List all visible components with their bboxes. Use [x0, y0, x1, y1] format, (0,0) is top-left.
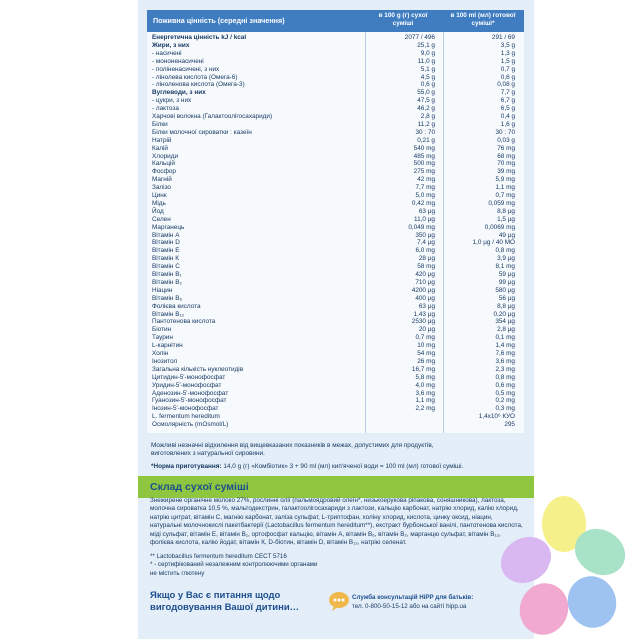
table-row — [147, 184, 524, 192]
value-100ml: 1,0 µg / 40 МО — [472, 239, 515, 247]
nutrient-name: Вітамін В₁₂ — [152, 310, 185, 318]
nutrient-name: Вітамін К — [152, 255, 179, 263]
table-row — [147, 121, 524, 129]
value-100g: 0,42 mg — [411, 199, 435, 207]
nutrient-name: - мононенасичені — [152, 57, 204, 65]
value-100ml: 1,3 g — [500, 49, 515, 57]
table-row — [147, 208, 524, 216]
footnote: ** Lactobacillus fermentum hereditum CECT 5716 — [150, 553, 287, 560]
table-row — [147, 137, 524, 145]
value-100ml: 1,4x10⁶ КУО — [478, 413, 515, 421]
prep-text: 14,0 g (г) «Комбіотик» 3 + 90 ml (мл) кип'яченої води = 100 ml (мл) готової суміші. — [223, 463, 464, 470]
table-row — [147, 239, 524, 247]
value-100ml: 1,5 g — [500, 57, 515, 65]
value-100ml: 0,7 mg — [495, 192, 515, 199]
value-100ml: 0,8 mg — [495, 247, 515, 255]
value-100ml: 0,0069 mg — [484, 223, 515, 231]
table-row — [147, 42, 524, 50]
value-100g: 58 mg — [417, 263, 435, 271]
value-100g: 11,0 g — [417, 57, 435, 65]
value-100ml: 0,08 g — [497, 81, 515, 89]
value-100g: 540 mg — [413, 144, 435, 152]
table-row — [147, 200, 524, 208]
speech-bubble-icon — [328, 591, 350, 611]
nutrient-name: Загальна кількість нуклеотидів — [152, 365, 244, 373]
value-100ml: 3,5 g — [500, 41, 515, 49]
value-100ml: 0,6 g — [500, 73, 515, 81]
footnote: * - сертифікований незалежним контролюючими органами — [150, 561, 318, 569]
nutrient-name: Харчові волокна (Галактоолігосахариди) — [152, 113, 273, 120]
value-100ml: 2,3 mg — [495, 365, 515, 373]
nutrient-name: Вітамін В₂ — [152, 278, 182, 286]
value-100ml: 3,9 µg — [497, 255, 515, 263]
nutrient-name: Ніацин — [152, 286, 173, 294]
nutrient-name: Фосфор — [152, 168, 176, 176]
nutrient-name: Гуанозин-5'-монофосфат — [152, 397, 227, 405]
table-row — [147, 382, 524, 390]
nutrient-name: Мідь — [152, 199, 166, 207]
product-panel — [138, 0, 534, 639]
value-100g: 20 µg — [418, 326, 435, 334]
value-100ml: 0,20 µg — [493, 310, 515, 318]
table-row — [147, 279, 524, 287]
nutrient-name: Натрій — [152, 136, 172, 144]
table-row — [147, 232, 524, 240]
value-100ml: 8,1 mg — [495, 263, 515, 271]
table-row — [147, 311, 524, 319]
value-100ml: 7,6 mg — [495, 350, 515, 357]
nutrient-name: Аденозин-5'-монофосфат — [152, 389, 229, 397]
nutrient-name: - насичені — [152, 49, 182, 57]
table-row — [147, 50, 524, 58]
table-row — [147, 287, 524, 295]
table-row — [147, 350, 524, 358]
value-100g: 5,8 mg — [415, 373, 435, 381]
nutrient-name: Селен — [152, 215, 171, 223]
composition-text: Знежирене органічне молоко 27%, рослинні олії (пальмоядровий олеїн*, низькоерукова ріпакова, соняшникова), лактоза, молочна сироватка 10,5 %, мальтодекстрин, галактоолігосахариди з лактози, кальцію карбонат, натрію хлорид, калію хлорид, натрію цитрат, вітамін С, магнію карбонат, заліза сульфат, L-триптофан, холіну хлорид, кислота, цинку оксид, ніацин, натуральні молочнокислі пакетбактерії (Lactobacillus fermentum hereditum**), екстракт бурбонської ванілі, пантотенова кислота, міді сульфат, вітамін Е, вітамін В₁, ортофосфат кальцію, вітамін А, вітамін В₆, вітамін В₂, марганцю сульфат, вітамін В₁₂, фолієва кислота, калію йодат, вітамін К, D-біотин, вітамін D, вітамін В₁₂, натрію селенат. — [150, 497, 523, 547]
value-100g: 5,1 g — [420, 65, 435, 73]
value-100g: 7,4 µg — [417, 239, 435, 247]
note-line: Можливі незначні відхилення від вищевказаних показників в межах, допустимих для продуктів, — [151, 442, 434, 449]
table-row — [147, 113, 524, 121]
value-100g: 63 µg — [418, 207, 435, 215]
value-100g: 9,0 g — [420, 49, 435, 57]
table-row — [147, 421, 524, 429]
value-100g: 275 mg — [413, 168, 435, 176]
value-100ml: 49 µg — [498, 231, 515, 239]
value-100g: 47,5 g — [417, 97, 435, 105]
table-row — [147, 153, 524, 161]
composition-footnotes — [150, 553, 318, 578]
table-row — [147, 342, 524, 350]
table-row — [147, 303, 524, 311]
value-100g: 28 µg — [418, 255, 435, 263]
note-line: виготовлених з натуральної сировини. — [151, 450, 265, 457]
table-row — [147, 366, 524, 374]
nutrient-name: - поліненасичені, з них — [152, 65, 220, 73]
value-100g: 3,6 mg — [415, 389, 435, 397]
value-100ml: 70 mg — [497, 160, 515, 168]
col-100g-header: в 100 g (г) сухої суміші — [378, 12, 428, 27]
value-100ml: 1,1 mg — [495, 184, 515, 192]
table-row — [147, 176, 524, 184]
table-row — [147, 105, 524, 113]
nutrient-name: Йод — [152, 207, 164, 215]
value-100ml: 30 : 70 — [495, 128, 515, 136]
nutrient-name: - цукри, з них — [152, 97, 192, 105]
value-100ml: 0,6 mg — [495, 381, 515, 389]
value-100ml: 7,7 g — [500, 89, 515, 97]
nutrient-name: Вуглеводи, з них — [152, 89, 206, 97]
value-100g: 1,1 mg — [415, 397, 435, 405]
nutrient-name: - ліноленова кислота (Омега-3) — [152, 81, 245, 89]
value-100g: 0,049 mg — [408, 223, 435, 231]
value-100g: 11,0 µg — [414, 215, 435, 223]
value-100ml: 56 µg — [498, 294, 515, 302]
table-row — [147, 255, 524, 263]
value-100g: 350 µg — [415, 231, 435, 239]
nutrient-name: Вітамін А — [152, 231, 180, 239]
preparation-norm — [151, 463, 521, 470]
value-100g: 500 mg — [413, 160, 435, 168]
table-row — [147, 295, 524, 303]
nutrient-name: Осмолярність (mOsmol/L) — [152, 421, 229, 429]
table-row — [147, 224, 524, 232]
table-row — [147, 271, 524, 279]
table-row — [147, 89, 524, 97]
col-name-header: Поживна цінність (середні значення) — [153, 16, 285, 25]
value-100g: 2530 µg — [411, 318, 435, 326]
value-100ml: 8,8 µg — [497, 207, 515, 215]
flower-logo-icon — [492, 494, 635, 639]
table-row — [147, 145, 524, 153]
value-100g: 55,0 g — [417, 89, 435, 97]
value-100g: 1,43 µg — [413, 310, 435, 318]
nutrient-name: - лактоза — [152, 105, 179, 113]
composition-title: Склад сухої суміші — [150, 481, 249, 493]
table-row — [147, 58, 524, 66]
value-100ml: 295 — [504, 421, 515, 429]
value-100g: 710 µg — [415, 278, 435, 286]
notes — [151, 442, 521, 458]
value-100ml: 0,5 mg — [495, 389, 515, 397]
value-100ml: 2,8 µg — [497, 326, 515, 334]
table-row — [147, 192, 524, 200]
value-100g: 26 mg — [417, 357, 435, 365]
table-row — [147, 247, 524, 255]
nutrient-name: Марганець — [152, 223, 185, 231]
nutrient-name: Біотин — [152, 326, 172, 334]
value-100ml: 0,03 g — [497, 136, 515, 144]
value-100g: 10 mg — [417, 342, 435, 350]
value-100ml: 5,9 mg — [495, 176, 515, 184]
table-row — [147, 358, 524, 366]
value-100g: 4,0 mg — [415, 381, 435, 389]
nutrient-name: Вітамін В₁ — [152, 271, 182, 278]
value-100g: 42 mg — [417, 176, 435, 184]
value-100g: 4,5 g — [420, 73, 435, 81]
table-row — [147, 334, 524, 342]
table-row — [147, 413, 524, 421]
value-100g: 11,2 g — [417, 120, 435, 128]
value-100ml: 0,1 mg — [495, 334, 515, 342]
value-100ml: 76 mg — [497, 144, 515, 152]
value-100ml: 8,8 µg — [497, 302, 515, 310]
nutrient-name: Цитидин-5'-монофосфат — [152, 373, 226, 381]
value-100ml: 0,4 g — [500, 113, 515, 120]
value-100ml: 99 µg — [498, 278, 515, 286]
table-row — [147, 97, 524, 105]
nutrient-name: Вітамін С — [152, 263, 180, 271]
nutrient-name: Пантотенова кислота — [152, 318, 216, 326]
value-100g: 6,0 mg — [415, 247, 435, 255]
value-100g: 30 : 70 — [415, 128, 435, 136]
nutrient-name: Магній — [152, 176, 172, 184]
nutrient-name: Вітамін D — [152, 239, 180, 247]
value-100g: 2077 / 496 — [404, 34, 435, 41]
prep-label: *Норма приготування: — [151, 463, 222, 470]
table-row — [147, 374, 524, 382]
help-contact: тел. 0-800-50-15-12 або на сайті hipp.ua — [352, 603, 467, 610]
table-row — [147, 326, 524, 334]
nutrient-name: Кальцій — [152, 160, 175, 168]
value-100g: 7,7 mg — [415, 184, 435, 192]
question-heading: Якщо у Вас є питання щодо вигодовування Вашої дитини… — [150, 590, 300, 613]
table-row — [147, 263, 524, 271]
value-100ml: 3,6 mg — [495, 357, 515, 365]
value-100ml: 0,8 mg — [495, 373, 515, 381]
value-100ml: 0,3 mg — [495, 405, 515, 413]
value-100ml: 39 mg — [497, 168, 515, 176]
table-row — [147, 397, 524, 405]
nutrient-name: Енергетична цінність kJ / kcal — [152, 34, 247, 41]
help-title: Служба консультацій HiPP для батьків: — [352, 594, 474, 601]
value-100g: 5,0 mg — [415, 192, 435, 199]
nutrient-name: Білки — [152, 120, 168, 128]
table-row — [147, 160, 524, 168]
nutrient-name: Калій — [152, 144, 168, 152]
value-100g: 63 µg — [418, 302, 435, 310]
value-100g: 0,7 mg — [415, 334, 435, 342]
value-100ml: 291 / 69 — [491, 34, 515, 41]
value-100ml: 6,7 g — [500, 97, 515, 105]
table-row — [147, 318, 524, 326]
nutrient-name: Білки молочної сироватки : казеїн — [152, 128, 252, 136]
value-100g: 0,21 g — [417, 136, 435, 144]
table-row — [147, 129, 524, 137]
footnote: не містить глютену — [150, 569, 205, 577]
value-100ml: 354 µg — [495, 318, 515, 326]
value-100g: 2,8 g — [420, 113, 435, 120]
value-100g: 54 mg — [417, 350, 435, 357]
value-100g: 485 mg — [413, 152, 435, 160]
value-100g: 0,6 g — [420, 81, 435, 89]
nutrient-name: Таурин — [152, 334, 173, 342]
value-100g: 2,2 mg — [415, 405, 435, 413]
value-100ml: 1,4 mg — [495, 342, 515, 350]
value-100ml: 68 mg — [497, 152, 515, 160]
value-100ml: 580 µg — [495, 286, 515, 294]
col-100ml-header: в 100 ml (мл) готової суміші* — [450, 12, 516, 27]
consultation-service — [352, 593, 473, 611]
value-100g: 25,1 g — [417, 41, 435, 49]
nutrition-table — [147, 10, 524, 433]
nutrient-name: Залізо — [152, 184, 171, 192]
nutrient-name: Вітамін В₆ — [152, 294, 183, 302]
value-100ml: 59 µg — [498, 271, 515, 278]
table-row — [147, 405, 524, 413]
value-100ml: 0,2 mg — [495, 397, 515, 405]
value-100g: 46,2 g — [417, 105, 435, 113]
nutrient-name: Жири, з них — [152, 41, 190, 49]
nutrient-name: Цинк — [152, 192, 167, 199]
nutrient-name: Хлориди — [152, 152, 179, 160]
nutrient-name: Фолієва кислота — [152, 302, 201, 310]
nutrient-name: L. fermentum hereditum — [152, 413, 220, 421]
table-row — [147, 168, 524, 176]
value-100ml: 0,7 g — [500, 65, 515, 73]
table-row — [147, 34, 524, 42]
table-row — [147, 390, 524, 398]
nutrient-name: Інозитол — [152, 357, 178, 365]
value-100g: 400 µg — [415, 294, 435, 302]
nutrient-name: Інозин-5'-монофосфат — [152, 405, 219, 413]
table-row — [147, 216, 524, 224]
nutrient-name: Уридин-5'-монофосфат — [152, 381, 222, 389]
nutrient-name: Холін — [152, 350, 169, 357]
value-100ml: 1,5 µg — [497, 215, 515, 223]
table-header — [147, 10, 524, 32]
nutrient-name: Вітамін Е — [152, 247, 180, 255]
value-100ml: 0,059 mg — [488, 199, 515, 207]
value-100g: 4200 µg — [411, 286, 435, 294]
value-100g: 16,7 mg — [411, 365, 435, 373]
value-100g: 420 µg — [415, 271, 435, 278]
nutrient-name: - лінолева кислота (Омега-6) — [152, 73, 238, 81]
value-100ml: 1,6 g — [500, 120, 515, 128]
value-100ml: 6,5 g — [500, 105, 515, 113]
nutrient-name: L-карнітин — [152, 342, 183, 350]
table-row — [147, 81, 524, 89]
table-row — [147, 66, 524, 74]
